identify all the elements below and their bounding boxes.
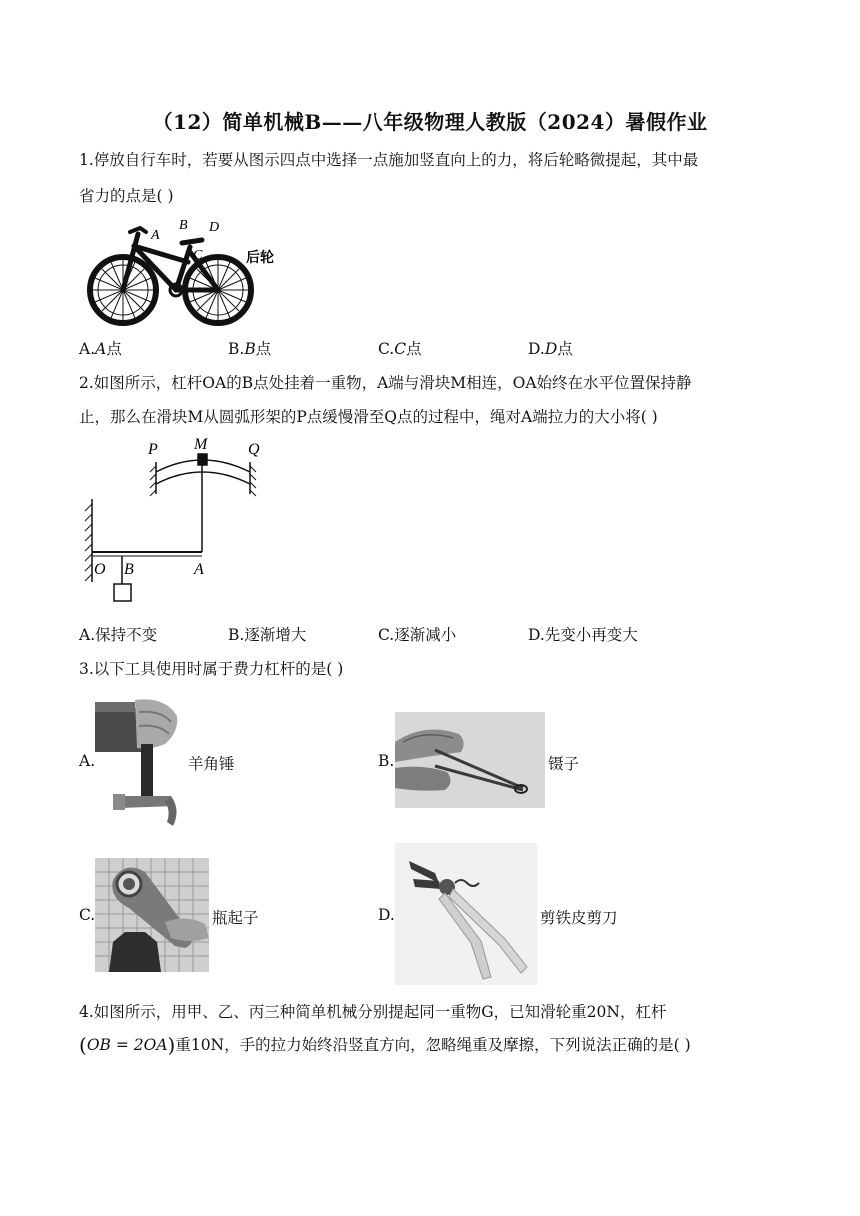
q1-option-d[interactable]: D.D点	[528, 340, 573, 358]
q1-label-D: D	[209, 220, 220, 235]
q3-option-a-name: 羊角锤	[188, 755, 235, 773]
q1-option-b[interactable]: B.B点	[228, 340, 272, 358]
q2-text-line1: 2.如图所示，杠杆OA的B点处挂着一重物，A端与滑块M相连，OA始终在水平位置保持静	[79, 374, 692, 392]
q3-text-line1: 3.以下工具使用时属于费力杠杆的是( )	[79, 660, 344, 678]
q3-option-d-name: 剪铁皮剪刀	[540, 909, 618, 927]
q3-tin-snips-image	[395, 843, 537, 985]
q2-option-b[interactable]: B.逐渐增大	[228, 626, 307, 644]
q4-text-line2: (OB = 2OA)重10N，手的拉力始终沿竖直方向，忽略绳重及摩擦，下列说法正确的是( )	[79, 1033, 691, 1057]
q1-label-B: B	[179, 218, 188, 233]
q3-claw-hammer-image	[95, 692, 180, 830]
q2-option-d[interactable]: D.先变小再变大	[528, 626, 638, 644]
q3-option-c-name: 瓶起子	[212, 909, 259, 927]
q1-option-c[interactable]: C.C点	[378, 340, 422, 358]
q2-label-O: O	[94, 561, 106, 578]
q1-label-C: C	[193, 248, 203, 263]
q2-label-B: B	[124, 561, 134, 578]
q3-tweezers-image	[395, 712, 545, 808]
q1-bicycle-figure	[78, 212, 293, 327]
q3-option-c-letter[interactable]: C.	[79, 906, 96, 924]
q1-label-rear-wheel: 后轮	[246, 250, 274, 266]
q2-label-A: A	[194, 561, 204, 578]
q3-option-d-letter[interactable]: D.	[378, 906, 395, 924]
q4-text-line1: 4.如图所示，用甲、乙、丙三种简单机械分别提起同一重物G，已知滑轮重20N，杠杆	[79, 1003, 667, 1021]
q3-bottle-opener-image	[95, 858, 209, 972]
q1-text-line2: 省力的点是( )	[79, 187, 174, 205]
q2-label-P: P	[148, 441, 158, 458]
q3-option-b-name: 镊子	[548, 755, 580, 773]
q1-label-A: A	[151, 228, 160, 243]
q3-option-b-letter[interactable]: B.	[378, 752, 395, 770]
q2-lever-figure	[80, 434, 270, 609]
q1-option-a[interactable]: A.A点	[79, 340, 122, 358]
q3-option-a-letter[interactable]: A.	[79, 752, 96, 770]
q2-option-c[interactable]: C.逐渐减小	[378, 626, 457, 644]
q2-label-Q: Q	[248, 441, 260, 458]
q2-option-a[interactable]: A.保持不变	[79, 626, 158, 644]
q1-text-line1: 1.停放自行车时，若要从图示四点中选择一点施加竖直向上的力，将后轮略微提起，其中最	[79, 151, 699, 169]
q4-formula: OB = 2OA	[86, 1036, 168, 1054]
q2-label-M: M	[194, 436, 208, 453]
q2-text-line2: 止，那么在滑块M从圆弧形架的P点缓慢滑至Q点的过程中，绳对A端拉力的大小将( )	[79, 408, 658, 426]
page-title: （12）简单机械B——八年级物理人教版（2024）暑假作业	[152, 110, 708, 134]
